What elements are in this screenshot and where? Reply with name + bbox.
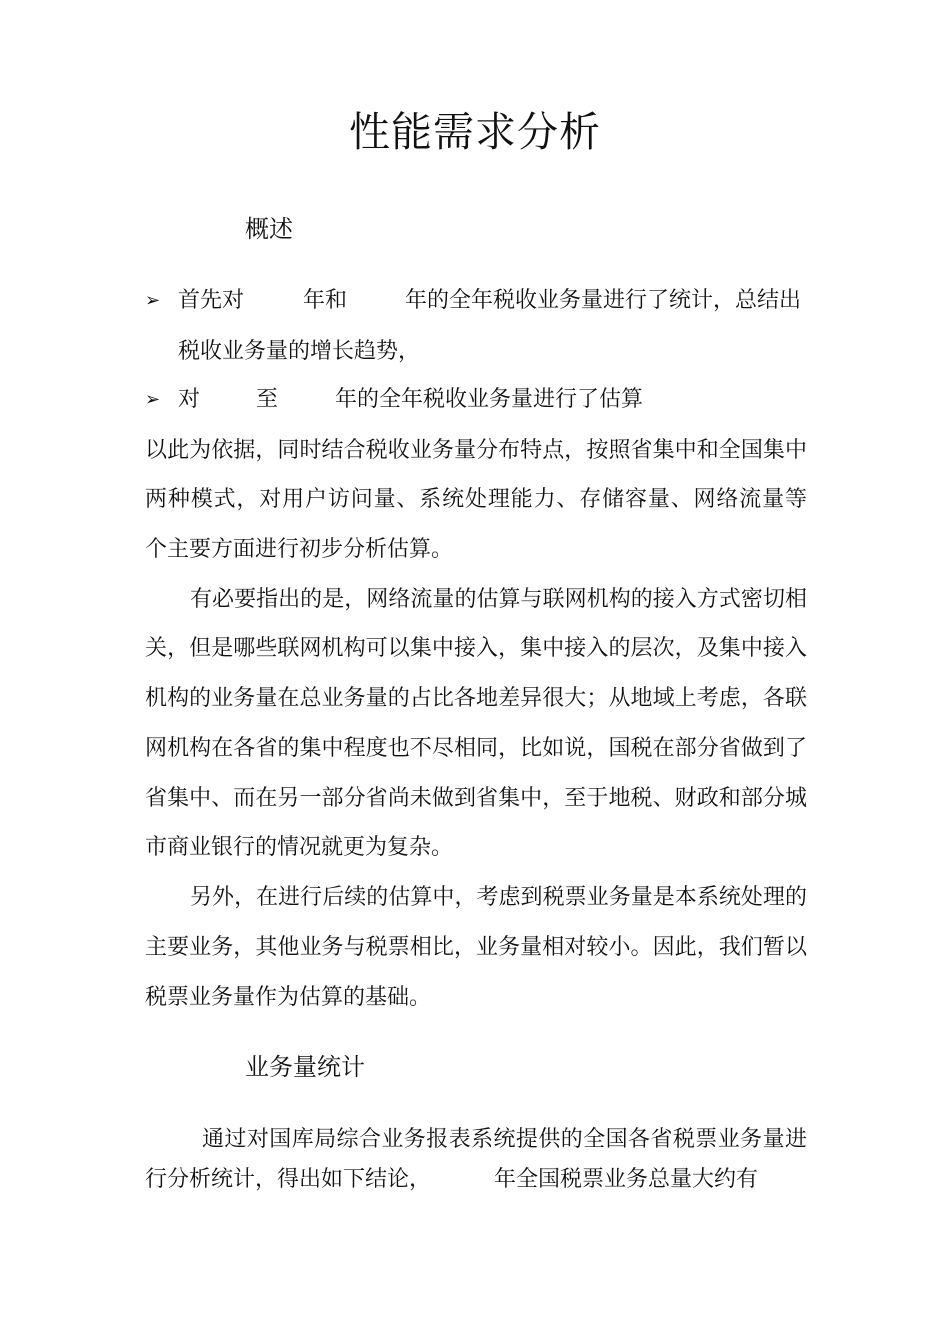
paragraph-line: 以此为依据，同时结合税收业务量分布特点，按照省集中和全国集中 bbox=[145, 438, 807, 463]
paragraph-line: 主要业务，其他业务与税票相比，业务量相对较小。因此，我们暂以 bbox=[145, 935, 807, 960]
bullet1-text-a: 首先对 bbox=[178, 288, 245, 313]
paragraph-line: 个主要方面进行初步分析估算。 bbox=[145, 537, 454, 562]
paragraph-line-part: 年全国税票业务总量大约有 bbox=[494, 1167, 759, 1192]
section-heading-overview: 概述 bbox=[245, 215, 293, 243]
bullet2-text-a: 对 bbox=[178, 387, 201, 412]
bullet-arrow-icon: ➢ bbox=[145, 290, 161, 311]
paragraph-line: 有必要指出的是，网络流量的估算与联网机构的接入方式密切相 bbox=[190, 587, 807, 612]
paragraph-line: 两种模式，对用户访问量、系统处理能力、存储容量、网络流量等 bbox=[145, 487, 807, 512]
paragraph-line: 省集中、而在另一部分省尚未做到省集中，至于地税、财政和部分城 bbox=[145, 786, 807, 811]
paragraph-line-part: 行分析统计，得出如下结论， bbox=[145, 1167, 432, 1192]
paragraph-line: 另外，在进行后续的估算中，考虑到税票业务量是本系统处理的 bbox=[190, 885, 807, 910]
paragraph-line: 关，但是哪些联网机构可以集中接入，集中接入的层次，及集中接入 bbox=[145, 636, 807, 661]
bullet1-text-line2: 税收业务量的增长趋势， bbox=[178, 339, 421, 364]
paragraph-line: 通过对国库局综合业务报表系统提供的全国各省税票业务量进 bbox=[202, 1127, 807, 1152]
paragraph-line: 机构的业务量在总业务量的占比各地差异很大；从地域上考虑，各联 bbox=[145, 686, 807, 711]
section-heading-volume-stats: 业务量统计 bbox=[245, 1053, 365, 1081]
paragraph-line: 税票业务量作为估算的基础。 bbox=[145, 985, 432, 1010]
bullet2-text-c: 年的全年税收业务量进行了估算 bbox=[335, 387, 644, 412]
paragraph-line: 市商业银行的情况就更为复杂。 bbox=[145, 835, 454, 860]
document-title: 性能需求分析 bbox=[349, 108, 601, 156]
bullet1-text-b: 年和 bbox=[303, 288, 348, 313]
paragraph-line: 网机构在各省的集中程度也不尽相同，比如说，国税在部分省做到了 bbox=[145, 736, 807, 761]
bullet2-text-b: 至 bbox=[256, 387, 279, 412]
bullet1-text-c: 年的全年税收业务量进行了统计，总结出 bbox=[405, 288, 802, 313]
bullet-arrow-icon: ➢ bbox=[145, 389, 161, 410]
